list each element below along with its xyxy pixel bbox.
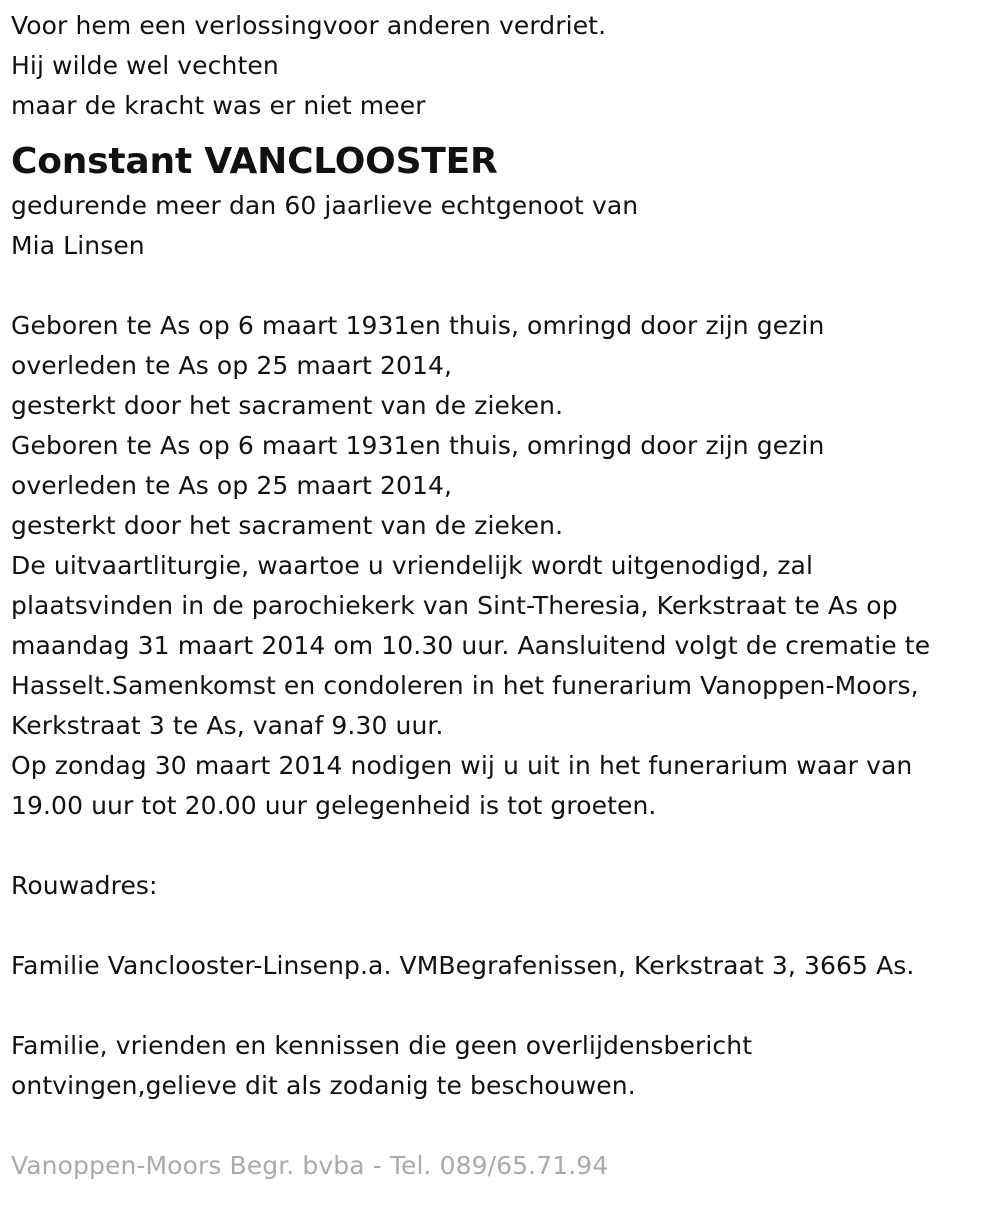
details-line: Op zondag 30 maart 2014 nodigen wij u uit in het funerarium waar van — [11, 751, 913, 780]
spacer — [11, 986, 996, 1026]
obituary-document — [11, 6, 996, 1186]
spacer — [11, 1106, 996, 1146]
details-line: plaatsvinden in de parochiekerk van Sint-Theresia, Kerkstraat te As op — [11, 591, 898, 620]
relation-block — [11, 186, 996, 266]
spacer — [11, 906, 996, 946]
details-line: gesterkt door het sacrament van de zieken. — [11, 511, 564, 540]
funeral-home-footer: Vanoppen-Moors Begr. bvba - Tel. 089/65.71.94 — [11, 1151, 609, 1180]
details-line: Kerkstraat 3 te As, vanaf 9.30 uur. — [11, 711, 444, 740]
relation-line: gedurende meer dan 60 jaarlieve echtgenoot van — [11, 191, 639, 220]
details-line: De uitvaartliturgie, waartoe u vriendelijk wordt uitgenodigd, zal — [11, 551, 814, 580]
notice-line: ontvingen,gelieve dit als zodanig te beschouwen. — [11, 1071, 636, 1100]
poem-line: Hij wilde wel vechten — [11, 51, 279, 80]
notice-block — [11, 1026, 996, 1106]
spacer — [11, 826, 996, 866]
details-line: overleden te As op 25 maart 2014, — [11, 471, 453, 500]
spacer — [11, 266, 996, 306]
address-value: Familie Vanclooster-Linsenp.a. VMBegrafenissen, Kerkstraat 3, 3665 As. — [11, 951, 915, 980]
details-line: gesterkt door het sacrament van de zieken. — [11, 391, 564, 420]
poem-line: Voor hem een verlossingvoor anderen verdriet. — [11, 11, 607, 40]
spouse-name: Mia Linsen — [11, 231, 145, 260]
details-line: Geboren te As op 6 maart 1931en thuis, omringd door zijn gezin — [11, 311, 825, 340]
details-line: overleden te As op 25 maart 2014, — [11, 351, 453, 380]
poem-block — [11, 6, 996, 126]
notice-line: Familie, vrienden en kennissen die geen overlijdensbericht — [11, 1031, 753, 1060]
details-line: Hasselt.Samenkomst en condoleren in het funerarium Vanoppen-Moors, — [11, 671, 919, 700]
address-label: Rouwadres: — [11, 871, 158, 900]
details-line: 19.00 uur tot 20.00 uur gelegenheid is tot groeten. — [11, 791, 657, 820]
details-block — [11, 306, 996, 826]
details-line: maandag 31 maart 2014 om 10.30 uur. Aansluitend volgt de crematie te — [11, 631, 931, 660]
deceased-name: Constant VANCLOOSTER — [11, 141, 498, 182]
details-line: Geboren te As op 6 maart 1931en thuis, omringd door zijn gezin — [11, 431, 825, 460]
poem-line: maar de kracht was er niet meer — [11, 91, 426, 120]
